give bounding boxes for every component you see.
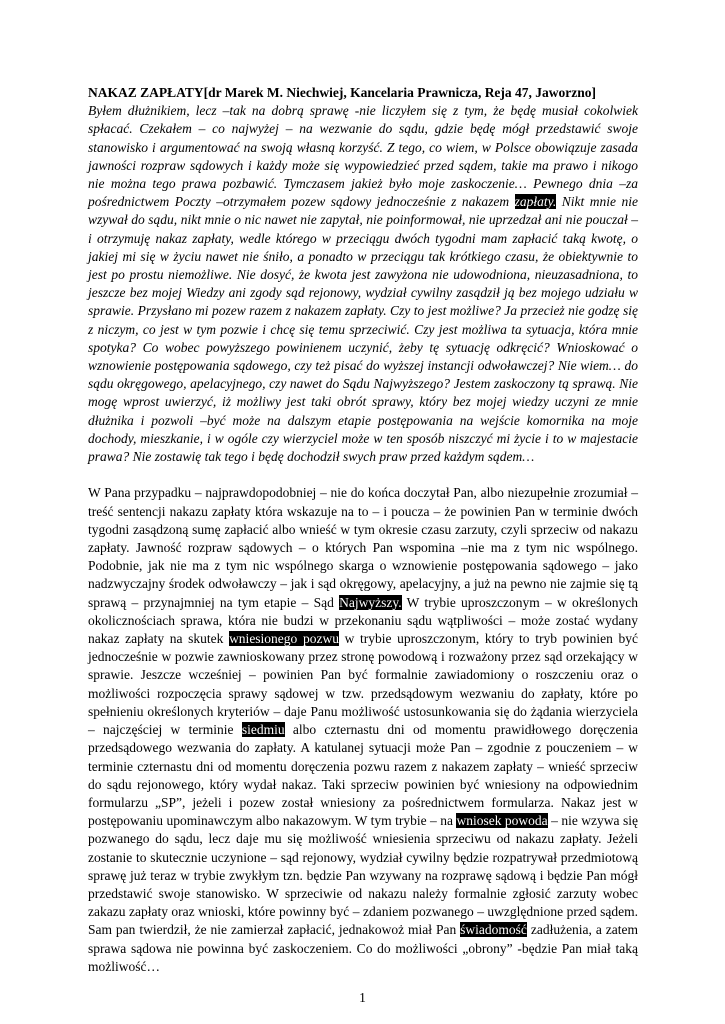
- text-segment: albo czternastu dni od momentu prawidłowego doręczenia przedsądowego wezwania do zapłaty. A katulanej sytuacji może Pan – zgodnie z pouczeniem – w terminie czternastu dni od momentu doręczenia pozwu razem z nakazem zapłaty – wnieść sprzeciw do sądu rejonowego, który wydał nakaz. Taki sprzeciw powinien być wniesiony na odpowiednim formularzu „SP”, jeżeli i pozew został wniesiony za pośrednictwem formularza. Nakaz jest w postępowaniu upominawczym albo nakazowym. W tym trybie – na: [88, 722, 638, 829]
- highlighted-text: zapłaty.: [514, 194, 557, 210]
- highlighted-text: siedmiu: [241, 722, 285, 738]
- paragraph: [88, 484, 638, 975]
- paragraph: [88, 102, 638, 466]
- text-segment: w trybie uproszczonym, który to tryb powinien być jednocześnie w pozwie zawnioskowany przez stronę powodową i rozważony przez sąd orzekający w sprawie. Jeszcze wcześniej – powinien Pan być formalnie zawiadomiony o roszczeniu oraz o możliwości rozpoczęcia sprawy sądowej w tzw. przedsądowym wezwaniu do zapłaty, które po spełnieniu określonych kryteriów – daje Panu możliwość ustosunkowania się do żądania wierzyciela – najczęściej w terminie: [88, 631, 638, 738]
- page-number: 1: [359, 990, 366, 1005]
- text-segment: Byłem dłużnikiem, lecz –tak na dobrą sprawę -nie liczyłem się z tym, że będę musiał cokolwiek spłacać. Czekałem – co najwyżej – na wezwanie do sądu, gdzie będę mógł przedstawić swoje stanowisko i argumentować na swoją własną korzyść. Z tego, co wiem, w Polsce obowiązuje zasada jawności rozpraw sądowych i każdy może się wypowiedzieć przed sądem, takie ma prawo i nikogo nie można tego prawa pozbawić. Tymczasem jakież było moje zaskoczenie… Pewnego dnia –za pośrednictwem Poczty –otrzymałem pozew sądowy jednocześnie z nakazem: [88, 103, 638, 210]
- highlighted-text: wniesionego pozwu: [229, 631, 339, 647]
- text-segment: Nikt mnie nie wzywał do sądu, nikt mnie o nic nawet nie zapytał, nie poinformował, nie uprzedzał ani nie pouczał – i otrzymuję nakaz zapłaty, wedle którego w przeciągu dwóch tygodni mam zapłacić taką kwotę, o jakiej mi się w życiu nawet nie śniło, a ponadto w przeciągu tak krótkiego czasu, że obiektywnie to jest po prostu niemożliwe. Nie dosyć, że kwota jest zawyżona nie udowodniona, nieuzasadniona, to jeszcze bez mojej Wiedzy ani zgody sąd rejonowy, wydział cywilny zasądził ją bez mojego udziału w sprawie. Przysłano mi pozew razem z nakazem zapłaty. Czy to jest możliwe? Ja przecież nie godzę się z niczym, co jest w tym pozwie i chcę się temu sprzeciwić. Czy jest możliwa ta sytuacja, która mnie spotyka? Co wobec powyższego powinienem uczynić, żeby tę sytuację odkręcić? Wnioskować o wznowienie postępowania sądowego, czy też pisać do wyższej instancji odwoławczej? Nie wiem… do sądu okręgowego, apelacyjnego, czy nawet do Sądu Najwyższego? Jestem zaskoczony tą sprawą. Nie mogę wprost uwierzyć, iż możliwy jest taki obrót sprawy, który bez mojej wiedzy uczyni ze mnie dłużnika i pozwoli –być może na dalszym etapie postępowania na wejście komornika na moje dochody, mieszkanie, i w ogóle czy wierzyciel może w ten sposób niszczyć mi życie i to w majestacie prawa? Nie zostawię tak tego i będę dochodził swych praw przed każdym sądem…: [88, 194, 638, 465]
- document-paragraphs: [88, 102, 638, 976]
- highlighted-text: świadomość: [460, 922, 527, 938]
- document-title: NAKAZ ZAPŁATY[dr Marek M. Niechwiej, Kancelaria Prawnicza, Reja 47, Jaworzno]: [88, 85, 597, 100]
- highlighted-text: wniosek powoda: [456, 813, 548, 829]
- text-segment: – nie wzywa się pozwanego do sądu, lecz daje mu się możliwość wniesienia sprzeciwu od nakazu zapłaty. Jeżeli zostanie to skutecznie uczynione – sąd rejonowy, wydział cywilny będzie rozpatrywał przedmiotową sprawę już teraz w trybie zwykłym tzn. będzie Pan wzywany na rozprawę sądową i będzie Pan mógł przedstawić swoje stanowisko. W sprzeciwie od nakazu należy formalnie zgłosić zarzuty wobec zakazu zapłaty oraz wnioski, które powinny być – zdaniem pozwanego – uwzględnione przed sądem. Sam pan twierdził, że nie zamierzał zapłacić, jednakowoż miał Pan: [88, 813, 638, 938]
- text-segment: zadłużenia, a zatem sprawa sądowa nie powinna być zaskoczeniem. Co do możliwości „obrony” -będzie Pan miał taką możliwość…: [88, 922, 639, 974]
- text-segment: W trybie uproszczonym – w określonych okolicznościach sprawa, która nie budzi w przekonaniu sądu wątpliwości – może zostać wydany nakaz zapłaty na skutek: [88, 594, 638, 647]
- text-segment: W Pana przypadku – najprawdopodobniej – nie do końca doczytał Pan, albo niezupełnie zrozumiał – treść sentencji nakazu zapłaty która wskazuje na to – i poucza – że powinien Pan w terminie dwóch tygodni zasądzoną sumę zapłacić albo wnieść w tym okresie czasu zarzuty, czyli sprzeciw od nakazu zapłaty. Jawność rozpraw sądowych – o których Pan wspomina –nie ma z tym nic wspólnego. Podobnie, jak nie ma z tym nic wspólnego skarga o wznowienie postępowania sądowego – jako nadzwyczajny środek odwoławczy – jak i sąd okręgowy, apelacyjny, a już na pewno nie zajmie się tą sprawą – przynajmniej na tym etapie – Sąd: [88, 485, 638, 610]
- highlighted-text: Najwyższy.: [339, 594, 402, 610]
